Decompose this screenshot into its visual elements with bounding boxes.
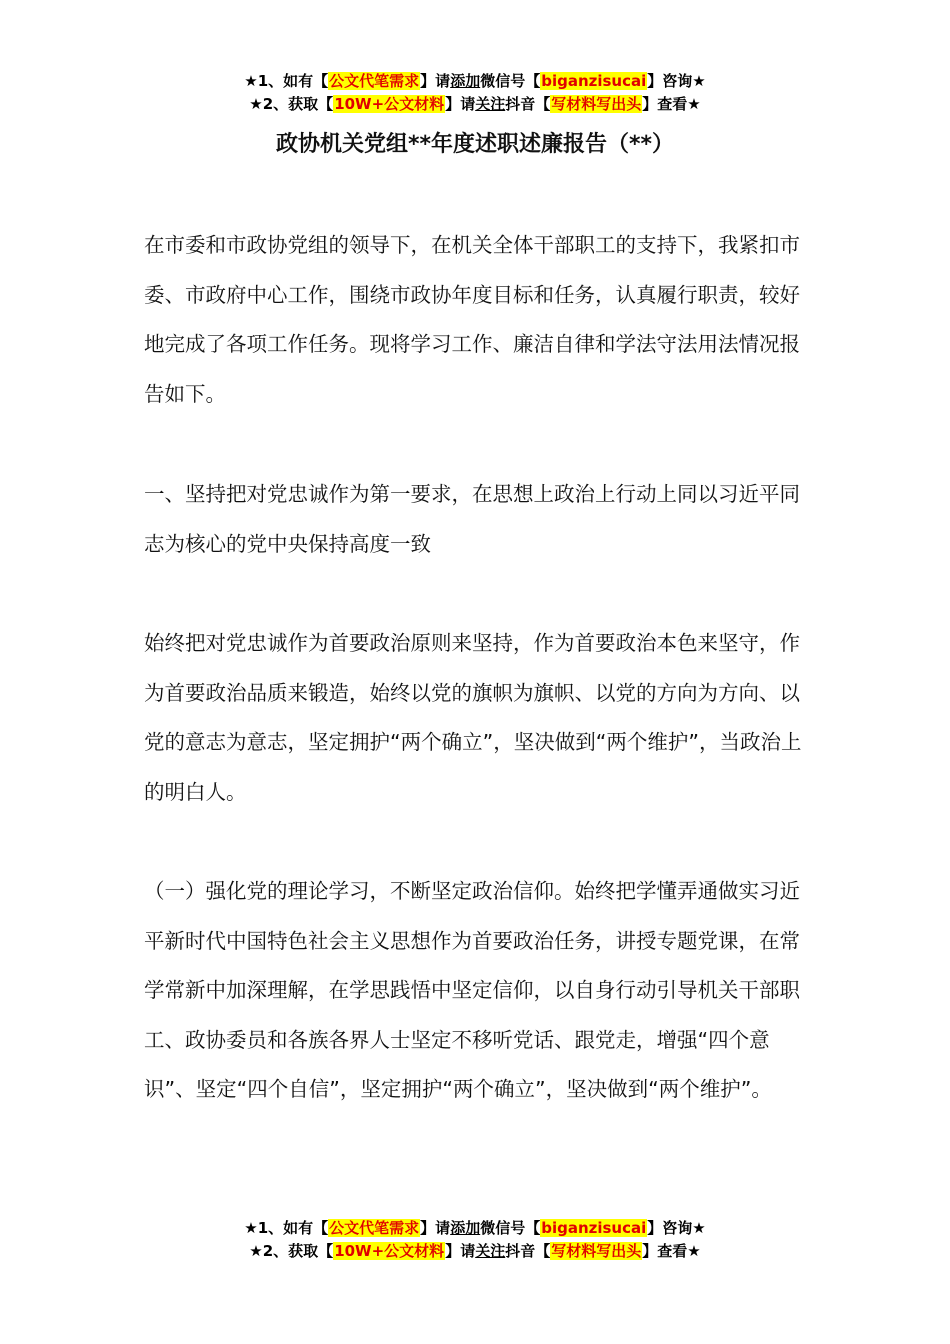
promo-text: ★2、获取【 (249, 1242, 334, 1260)
paragraph-intro: 在市委和市政协党组的领导下，在机关全体干部职工的支持下，我紧扣市委、市政府中心工作，围绕市政协年度目标和任务，认真履行职责，较好地完成了各项工作任务。现将学习工作、廉洁自律和学法守法用法情况报告如下。 (144, 233, 800, 406)
promo-underlined: 关注 (475, 95, 506, 113)
promo-douyin-id: 写材料写出头 (551, 95, 642, 113)
promo-line-1 (0, 70, 950, 93)
promo-underlined: 添加 (450, 1219, 481, 1237)
promo-text: 微信号【 (480, 72, 541, 90)
promo-text: 】请 (445, 1242, 476, 1260)
paragraph-subsection-1: （一）强化党的理论学习，不断坚定政治信仰。始终把学懂弄通做实习近平新时代中国特色社会主义思想作为首要政治任务，讲授专题党课，在常学常新中加深理解，在学思践悟中坚定信仰，以自身行动引导机关干部职工、政协委员和各族各界人士坚定不移听党话、跟党走，增强“四个意识”、坚定“四个自信”，坚定拥护“两个确立”，坚决做到“两个维护”。 (144, 879, 800, 1101)
promo-underlined: 添加 (450, 72, 481, 90)
promo-text: ★1、如有【 (244, 1219, 329, 1237)
paragraph-section-1: 始终把对党忠诚作为首要政治原则来坚持，作为首要政治本色来坚守，作为首要政治品质来锻造，始终以党的旗帜为旗帜、以党的方向为方向、以党的意志为意志，坚定拥护“两个确立”，坚决做到“两个维护”，当政治上的明白人。 (144, 631, 802, 804)
promo-text: 】查看★ (642, 95, 701, 113)
promo-text: 】咨询★ (647, 72, 706, 90)
promo-line-2 (0, 93, 950, 116)
promo-text: 微信号【 (480, 1219, 541, 1237)
promo-text: 】请 (420, 1219, 451, 1237)
promo-highlight: 公文代笔需求 (329, 1219, 420, 1237)
promo-underlined: 关注 (475, 1242, 506, 1260)
promo-text: ★1、如有【 (244, 72, 329, 90)
promo-line-1 (0, 1217, 950, 1240)
section-heading-1: 一、坚持把对党忠诚作为第一要求，在思想上政治上行动上同以习近平同志为核心的党中央保持高度一致 (144, 482, 800, 556)
promo-text: 】查看★ (642, 1242, 701, 1260)
promo-douyin-id: 写材料写出头 (551, 1242, 642, 1260)
promo-text: 抖音【 (505, 1242, 551, 1260)
promo-text: 抖音【 (505, 95, 551, 113)
promo-highlight: 公文代笔需求 (329, 72, 420, 90)
promo-text: ★2、获取【 (249, 95, 334, 113)
document-title: 政协机关党组**年度述职述廉报告（**） (275, 132, 675, 157)
promo-wechat-id: biganzisucai (541, 1219, 647, 1237)
promo-banner-bottom (0, 1217, 950, 1263)
promo-wechat-id: biganzisucai (541, 72, 647, 90)
promo-text: 】请 (445, 95, 476, 113)
promo-line-2 (0, 1240, 950, 1263)
promo-highlight: 10W+公文材料 (334, 1242, 445, 1260)
promo-highlight: 10W+公文材料 (334, 95, 445, 113)
promo-text: 】咨询★ (647, 1219, 706, 1237)
promo-banner-top (0, 70, 950, 116)
promo-text: 】请 (420, 72, 451, 90)
